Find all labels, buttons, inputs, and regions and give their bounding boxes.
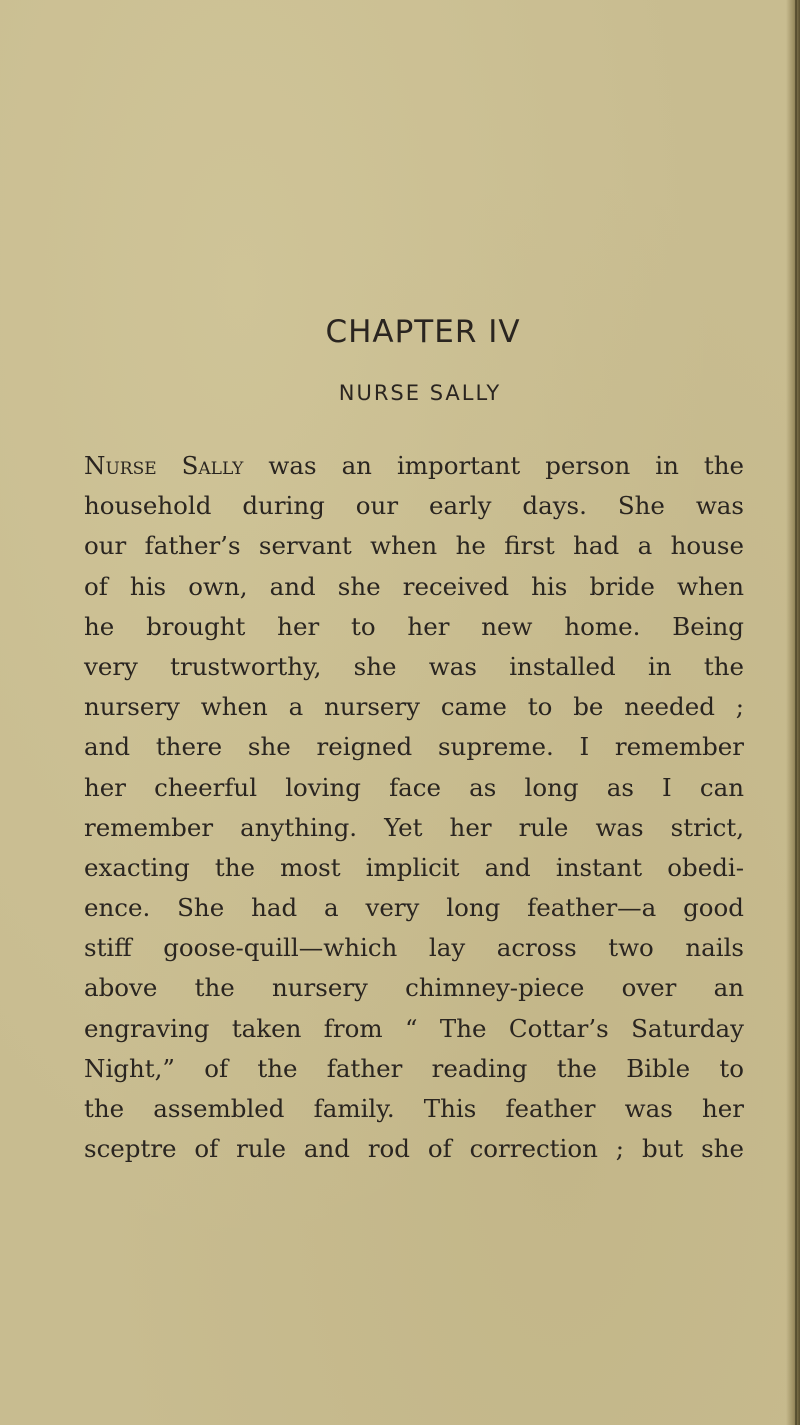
page-edge-shadow <box>786 0 800 1425</box>
text-line: remember anything. Yet her rule was strict, <box>84 812 744 842</box>
text-line: Night,” of the father reading the Bible to <box>84 1053 744 1083</box>
text-line: nursery when a nursery came to be needed ; <box>84 692 744 722</box>
text-line: exacting the most implicit and instant obedi- <box>84 852 744 882</box>
chapter-heading: CHAPTER IV <box>325 314 521 350</box>
text-line: our father’s servant when he first had a house <box>84 531 744 561</box>
text-line: stiff goose-quill—which lay across two nails <box>84 933 744 963</box>
text-line: sceptre of rule and rod of correction ; but she <box>84 1134 744 1164</box>
text-line: ence. She had a very long feather—a good <box>84 893 744 923</box>
chapter-subtitle: NURSE SALLY <box>338 381 502 405</box>
chapter-body <box>84 446 744 1169</box>
text-line: he brought her to her new home. Being <box>84 611 744 641</box>
text-line: household during our early days. She was <box>84 491 744 521</box>
text-line: and there she reigned supreme. I remember <box>84 732 744 762</box>
text-line <box>84 446 744 486</box>
text-line: the assembled family. This feather was her <box>84 1094 744 1123</box>
text-line: her cheerful loving face as long as I can <box>84 772 744 802</box>
text-line: engraving taken from “ The Cottar’s Saturday <box>84 1013 744 1043</box>
text-line: very trustworthy, she was installed in the <box>84 651 744 681</box>
text-line: of his own, and she received his bride when <box>84 571 744 601</box>
text-line-content: was an important person in the <box>243 451 744 480</box>
text-line: above the nursery chimney-piece over an <box>84 973 744 1003</box>
opening-smallcaps: Nurse Sally <box>84 451 244 480</box>
